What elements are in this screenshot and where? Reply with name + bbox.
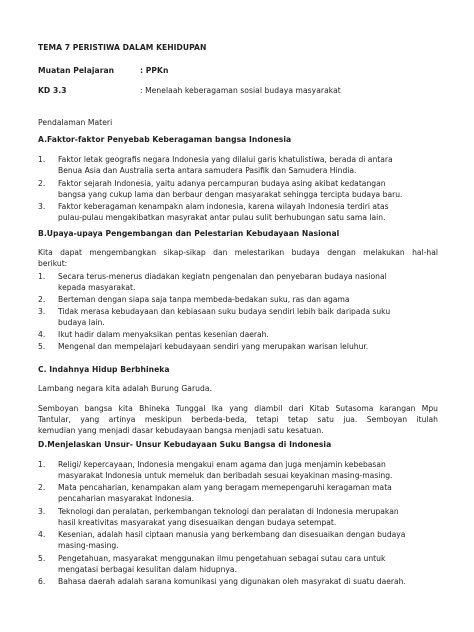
paragraph-line: Tantular, yang artinya meskipun berbeda-beda, tetapi tetap satu jua. Semboyan itulah [38, 415, 438, 424]
list-item-line: kepada masyarakat. [58, 283, 136, 292]
list-item-line: mengatasi berbagai kesulitan dalam hidupnya. [58, 565, 237, 574]
list-item-line: budaya lain. [58, 318, 105, 327]
list-item-line: hasil kreativitas masyarakat yang disesuaikan dengan budaya setempat. [58, 518, 337, 527]
list-item-line: Secara terus-menerus diadakan kegiatn pengenalan dan penyebaran budaya nasional [58, 272, 387, 281]
list-item-line: Religi/ kepercayaan, Indonesia mengakui enam agama dan juga menjamin kebebasan [58, 460, 386, 469]
list-item [58, 178, 438, 200]
list-item-line: Mengenal dan mempelajari kebudayaan sendiri yang merupakan warisan leluhur. [58, 342, 369, 351]
list-item-number: 5. [38, 554, 46, 563]
list-item-number: 1. [38, 155, 46, 164]
list-item [58, 553, 438, 575]
paragraph-line: kemudian yang menjadi dasar kebudayaan bangsa menjadi satu kesatuan. [38, 426, 324, 435]
list-item-line: Faktor letak geografis negara Indonesia yang dilalui garis khatulistiwa, berada di antara [58, 155, 393, 164]
list-item-line: Ikut hadir dalam menyaksikan pentas kesenian daerah. [58, 330, 269, 339]
list-item-line: pulau-pulau mengakibatkan masyrakat antar pulau sulit berhubungan satu sama lain. [58, 213, 386, 222]
section-a-title: A.Faktor-faktor Penyebab Keberagaman bangsa Indonesia [38, 135, 292, 144]
section-b-title: B.Upaya-upaya Pengembangan dan Pelestarian Kebudayaan Nasional [38, 229, 340, 238]
list-item-line: Kesenian, adalah hasil ciptaan manusia yang berkembang dan disesuaikan dengan budaya [58, 530, 406, 539]
list-item [58, 154, 438, 176]
list-item [58, 506, 438, 528]
list-item-number: 1. [38, 272, 46, 281]
list-item [58, 529, 438, 551]
list-item [58, 271, 438, 293]
kd-label: KD 3.3 [38, 86, 67, 95]
section-d-title: D.Menjelaskan Unsur- Unsur Kebudayaan Suku Bangsa di Indonesia [38, 440, 332, 449]
list-item-number: 4. [38, 530, 46, 539]
list-item-line: masyarakat Indonesia untuk memeluk dan beribadah sesuai keyakinan masing-masing. [58, 471, 393, 480]
document-title: TEMA 7 PERISTIWA DALAM KEHIDUPAN [38, 43, 207, 52]
list-item-number: 2. [38, 483, 46, 492]
list-item-line: Pengetahuan, masyarakat menggunakan ilmu pengetahuan sebagai sutau cara untuk [58, 554, 386, 563]
muatan-label: Muatan Pelajaran [38, 66, 115, 75]
list-item-number: 6. [38, 577, 46, 586]
section-c-title: C. Indahnya Hidup Berbhineka [38, 365, 170, 374]
list-item [58, 576, 438, 587]
section-b-intro [38, 247, 438, 269]
list-item-line: Bahasa daerah adalah sarana komunikasi yang digunakan oleh masyrakat di suatu daerah. [58, 577, 406, 586]
list-item-line: Faktor sejarah Indonesia, yaitu adanya percampuran budaya asing akibat kedatangan [58, 179, 386, 188]
paragraph-line: berikut: [38, 259, 68, 268]
list-item-line: bangsa yang cukup lama dan berbaur dengan masyarakat sehingga tercipta budaya baru. [58, 190, 403, 199]
list-item-number: 4. [38, 330, 46, 339]
section-c-paragraph [38, 403, 438, 436]
section-c-paragraph: Lambang negara kita adalah Burung Garuda. [38, 384, 213, 393]
list-item-line: Berteman dengan siapa saja tanpa membeda-bedakan suku, ras dan agama [58, 295, 350, 304]
muatan-value: : PPKn [140, 66, 169, 75]
list-item [58, 341, 438, 352]
list-item-number: 2. [38, 295, 46, 304]
paragraph-line: Kita dapat mengembangkan sikap-sikap dan melestarikan budaya dengan melakukan hal-hal [38, 248, 438, 257]
list-item [58, 306, 438, 328]
list-item [58, 329, 438, 340]
list-item [58, 459, 438, 481]
list-item [58, 201, 438, 223]
paragraph-line: Semboyan bangsa kita Bhineka Tunggal Ika yang diambil dari Kitab Sutasoma karangan Mpu [38, 404, 438, 413]
kd-value: : Menelaah keberagaman sosial budaya masyarakat [140, 86, 341, 95]
pendalaman-heading: Pendalaman Materi [38, 118, 113, 127]
list-item-number: 1. [38, 460, 46, 469]
list-item [58, 482, 438, 504]
list-item-number: 3. [38, 507, 46, 516]
list-item-line: pencaharian masyarakat Indonesia. [58, 494, 195, 503]
list-item-line: masing-masing. [58, 541, 119, 550]
list-item-line: Tidak merasa kebudayaan dan kebiasaan suku budaya sendiri lebih baik daripada suku [58, 307, 391, 316]
list-item-line: Mata pencaharian, kenampakan alam yang beragam memepengaruhi keragaman mata [58, 483, 392, 492]
list-item-number: 3. [38, 202, 46, 211]
list-item-line: Benua Asia dan Australia serta antara samudera Pasifik dan Samudera Hindia. [58, 166, 357, 175]
list-item-line: Faktor keberagaman kenampakn alam indonesia, karena wilayah Indonesia terdiri atas [58, 202, 389, 211]
list-item [58, 294, 438, 305]
list-item-line: Teknologi dan peralatan, perkembangan teknologi dan peralatan di Indonesia merupakan [58, 507, 399, 516]
list-item-number: 3. [38, 307, 46, 316]
list-item-number: 5. [38, 342, 46, 351]
list-item-number: 2. [38, 179, 46, 188]
